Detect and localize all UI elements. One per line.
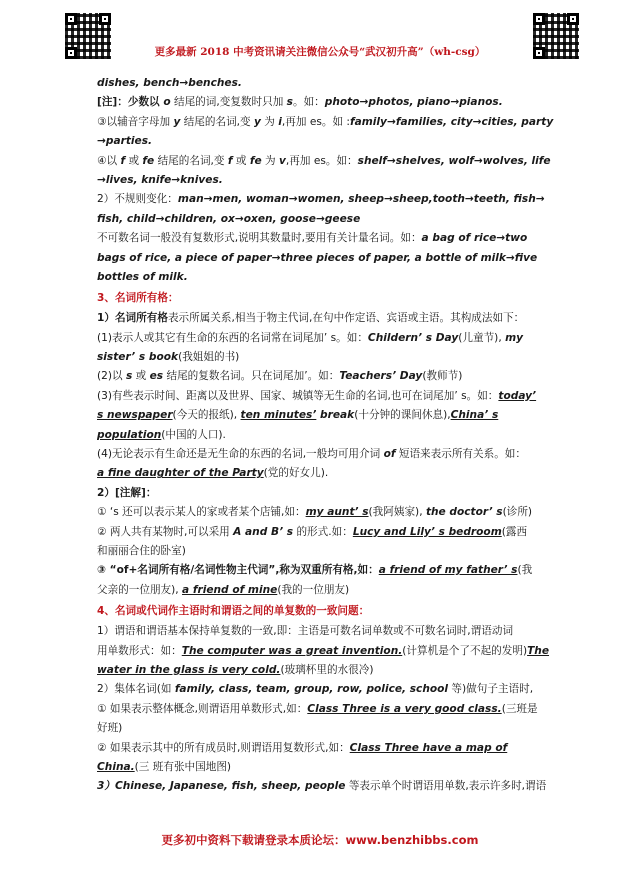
text-line: [注]：少数以 o 结尾的词,变复数时只加 s。如：photo→photos, piano→pianos. bbox=[97, 96, 503, 109]
text-line: 父亲的一位朋友), a friend of mine(我的一位朋友) bbox=[97, 583, 350, 596]
qr-code-left bbox=[65, 13, 111, 59]
text-line: 和丽丽合住的卧室) bbox=[97, 544, 186, 557]
text-line: 2）不规则变化：man→men, woman→women, sheep→sheep,tooth→teeth, fish→ bbox=[97, 193, 545, 206]
text-line: (1)表示人或其它有生命的东西的名词常在词尾加’ s。如：Childern’ s Day(儿童节), my bbox=[97, 331, 524, 344]
text-line: ② 如果表示其中的所有成员时,则谓语用复数形式,如：Class Three have a map of bbox=[97, 741, 508, 754]
text-line: ② 两人共有某物时,可以采用 A and B’ s 的形式.如：Lucy and Lily’ s bedroom(露西 bbox=[97, 525, 528, 538]
text-line: ① ‘s 还可以表示某人的家或者某个店铺,如：my aunt’ s(我阿姨家), the doctor’ s(诊所) bbox=[97, 506, 533, 519]
text-line: China.(三 班有张中国地图) bbox=[97, 760, 232, 773]
qr-finder-icon bbox=[99, 13, 111, 25]
text-line: 不可数名词一般没有复数形式,说明其数量时,要用有关计量名词。如：a bag of rice→two bbox=[97, 232, 528, 245]
qr-finder-icon bbox=[567, 13, 579, 25]
qr-finder-icon bbox=[533, 13, 545, 25]
qr-finder-icon bbox=[65, 13, 77, 25]
header-banner: 更多最新 2018 中考资讯请关注微信公众号“武汉初升高”（wh-csg） bbox=[154, 46, 486, 58]
text-line: 3）Chinese, Japanese, fish, sheep, people 等表示单个时谓语用单数,表示许多时,谓语 bbox=[97, 780, 547, 793]
text-line: bottles of milk. bbox=[97, 270, 188, 283]
text-line: 1）名词所有格表示所属关系,相当于物主代词,在句中作定语、宾语或主语。其构成法如下： bbox=[97, 312, 525, 325]
section-heading-3: 3、名词所有格： bbox=[97, 292, 179, 305]
text-line: 2）[注解]： bbox=[97, 486, 157, 499]
text-line: →parties. bbox=[97, 135, 153, 148]
text-line: →lives, knife→knives. bbox=[97, 173, 223, 186]
text-line: 2）集体名词(如 family, class, team, group, row, police, school 等)做句子主语时, bbox=[97, 683, 534, 696]
text-line: population(中国的人口). bbox=[97, 428, 226, 441]
text-line: water in the glass is very cold.(玻璃杯里的水很冷) bbox=[97, 663, 374, 676]
footer-link[interactable]: 更多初中资料下载请登录本质论坛：www.benzhibbs.com bbox=[161, 833, 479, 847]
text-line: dishes, bench→benches. bbox=[97, 77, 242, 89]
text-line: fish, child→children, ox→oxen, goose→geese bbox=[97, 212, 361, 225]
text-line: ④以 f 或 fe 结尾的名词,变 f 或 fe 为 v,再加 es。如：shelf→shelves, wolf→wolves, life bbox=[97, 154, 551, 167]
text-line: (2)以 s 或 es 结尾的复数名词。只在词尾加’。如：Teachers’ Day(教师节) bbox=[97, 370, 463, 383]
text-line: bags of rice, a piece of paper→three pieces of paper, a bottle of milk→five bbox=[97, 251, 538, 264]
document-body bbox=[97, 74, 557, 797]
text-line: a fine daughter of the Party(党的好女儿). bbox=[97, 467, 329, 480]
text-line: (3)有些表示时间、距离以及世界、国家、城镇等无生命的名词,也可在词尾加’ s。如：today’ bbox=[97, 389, 537, 402]
text-line: 1）谓语和谓语基本保持单复数的一致,即：主语是可数名词单数或不可数名词时,谓语动词 bbox=[97, 625, 514, 638]
qr-finder-icon bbox=[65, 47, 77, 59]
text-line: ① 如果表示整体概念,则谓语用单数形式,如：Class Three is a very good class.(三班是 bbox=[97, 702, 538, 715]
qr-code-right bbox=[533, 13, 579, 59]
text-line: s newspaper(今天的报纸), ten minutes’ break(十分钟的课间休息),China’ s bbox=[97, 409, 499, 422]
text-line: sister’ s book(我姐姐的书) bbox=[97, 351, 240, 364]
text-line: ③以辅音字母加 y 结尾的名词,变 y 为 i,再加 es。如 :family→families, city→cities, party bbox=[97, 115, 554, 128]
text-line: 好班) bbox=[97, 722, 123, 735]
text-line: ③ “of+名词所有格/名词性物主代词”,称为双重所有格,如：a friend of my father’ s(我 bbox=[97, 564, 533, 577]
text-line: 用单数形式：如：The computer was a great invention.(计算机是个了不起的发明)The bbox=[97, 644, 550, 657]
section-heading-4: 4、名词或代词作主语时和谓语之间的单复数的一致问题： bbox=[97, 605, 370, 618]
text-line: (4)无论表示有生命还是无生命的东西的名词,一般均可用介词 of 短语来表示所有关系。如： bbox=[97, 448, 526, 461]
qr-finder-icon bbox=[533, 47, 545, 59]
